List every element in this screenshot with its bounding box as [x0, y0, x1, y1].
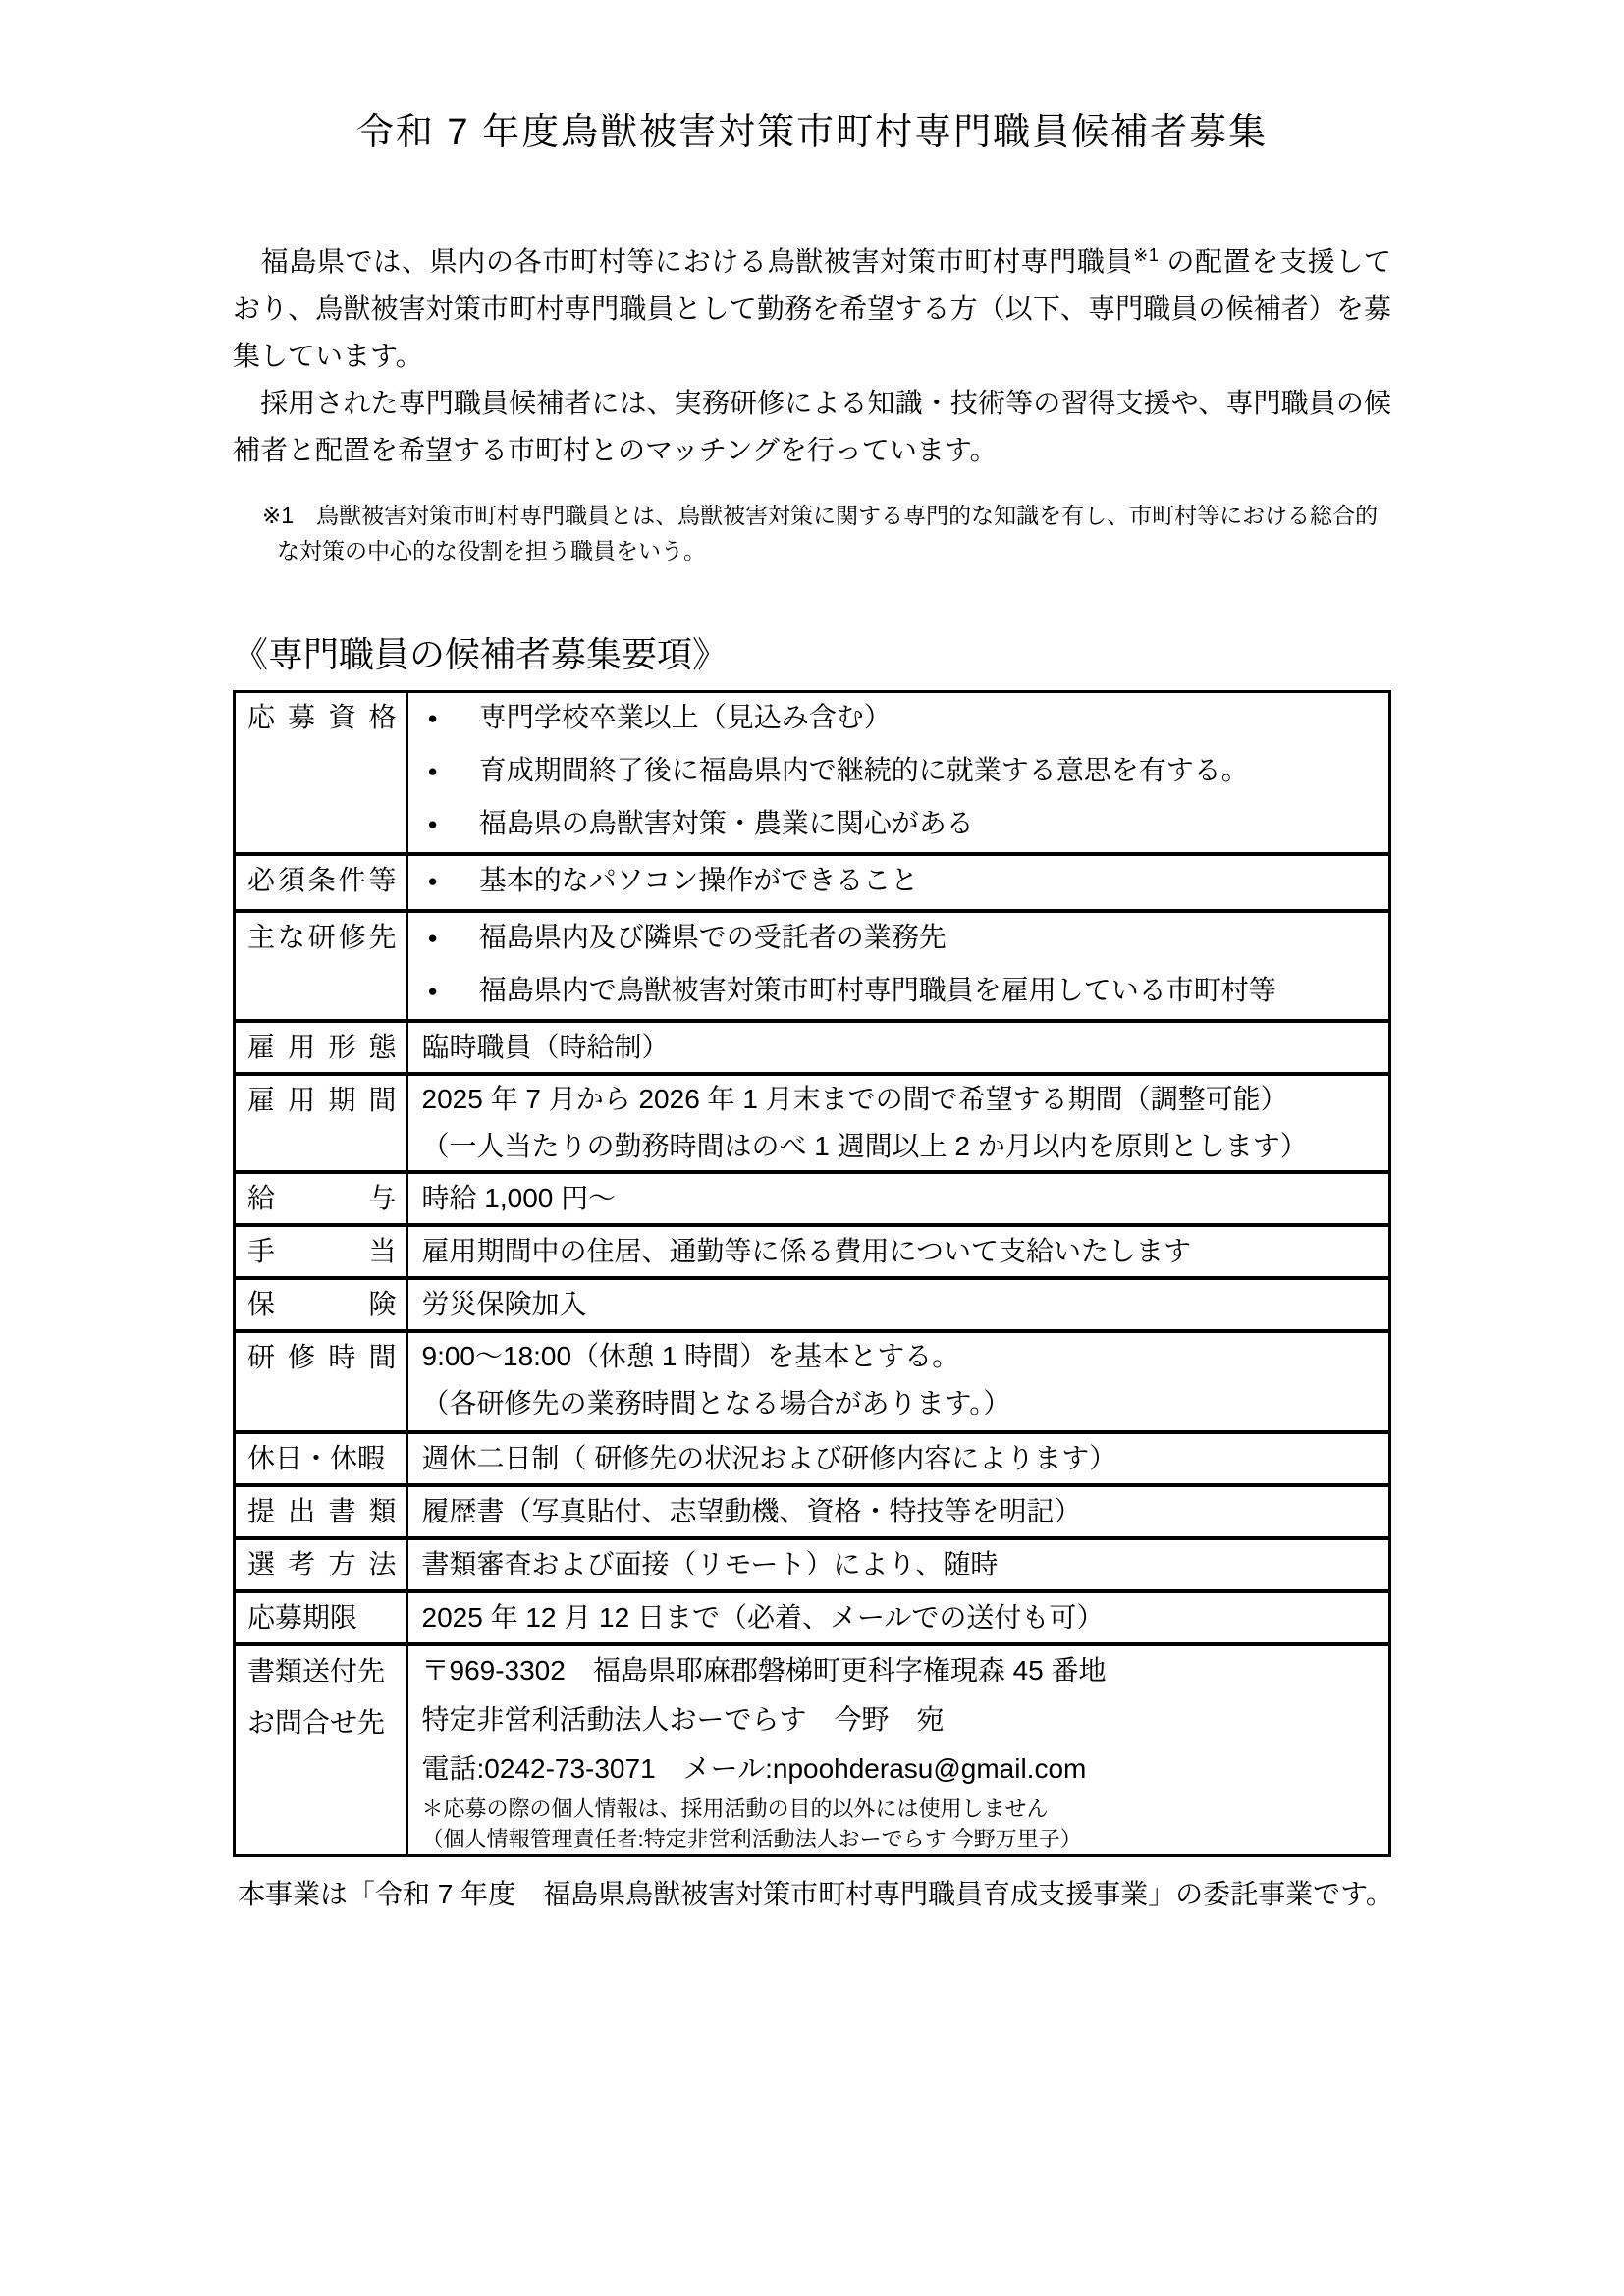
row-value: [407, 854, 1390, 911]
value-line: 2025 年 7 月から 2026 年 1 月末までの間で希望する期間（調整可能）: [421, 1084, 1288, 1114]
bullet-text: 福島県の鳥獣害対策・農業に関心がある: [478, 808, 974, 838]
bullet-icon: ●: [427, 762, 438, 780]
row-value: [407, 1644, 1390, 1856]
table-row-selection-method: [235, 1538, 1390, 1591]
bullet-item: [422, 966, 1376, 1019]
row-value: [407, 911, 1390, 1021]
bullet-icon: ●: [427, 815, 438, 833]
privacy-note: ＊応募の際の個人情報は、採用活動の目的以外には使用しません: [421, 1796, 1049, 1821]
row-value: 労災保険加入: [407, 1278, 1390, 1331]
row-label: 手当: [235, 1225, 407, 1278]
bullet-item: [422, 693, 1376, 746]
row-label: [235, 1644, 407, 1856]
table-row-qualifications: [235, 692, 1390, 855]
row-value: 時給 1,000 円～: [407, 1172, 1390, 1225]
intro-p1-text-before: 福島県では、県内の各市町村等における鳥獣被害対策市町村専門職員: [233, 246, 1134, 277]
row-value: 週休二日制（ 研修先の状況および研修内容によります）: [407, 1432, 1390, 1485]
bullet-item: [422, 746, 1376, 799]
table-row-insurance: [235, 1278, 1390, 1331]
bullet-icon: ●: [427, 709, 438, 727]
bullet-item: [422, 799, 1376, 852]
bullet-icon: ●: [427, 982, 438, 1000]
requirements-table: [233, 690, 1391, 1857]
contact-address: 〒969-3302 福島県耶麻郡磐梯町更科字権現森 45 番地: [421, 1655, 1107, 1685]
table-row-contact: [235, 1644, 1390, 1856]
table-row-training-locations: [235, 911, 1390, 1021]
bullet-text: 育成期間終了後に福島県内で継続的に就業する意思を有する。: [478, 755, 1249, 785]
document-title: 令和 7 年度鳥獣被害対策市町村専門職員候補者募集: [355, 112, 1269, 153]
row-label: 提出書類: [235, 1485, 407, 1538]
row-value: 履歴書（写真貼付、志望動機、資格・特技等を明記）: [407, 1485, 1390, 1538]
value-line: 9:00～18:00（休憩 1 時間）を基本とする。: [421, 1341, 960, 1371]
row-label: 応募資格: [235, 692, 407, 855]
row-label: 保険: [235, 1278, 407, 1331]
row-label-line: お問合せ先: [247, 1707, 386, 1737]
value-line: （各研修先の業務時間となる場合があります。）: [421, 1388, 1011, 1418]
table-row-application-deadline: [235, 1591, 1390, 1644]
row-label: 応募期限: [235, 1591, 407, 1644]
row-label: 休日・休暇: [235, 1432, 407, 1485]
table-row-documents: [235, 1485, 1390, 1538]
table-row-holidays: [235, 1432, 1390, 1485]
bullet-text: 福島県内で鳥獣被害対策市町村専門職員を雇用している市町村等: [478, 975, 1276, 1005]
table-row-salary: [235, 1172, 1390, 1225]
row-label: 選考方法: [235, 1538, 407, 1591]
value-line: （一人当たりの勤務時間はのべ 1 週間以上 2 か月以内を原則とします）: [421, 1131, 1308, 1161]
intro-paragraph-2: 採用された専門職員候補者には、実務研修による知識・技術等の習得支援や、専門職員の候補者と配置を希望する市町村とのマッチングを行っています。: [233, 388, 1391, 465]
row-label: 給与: [235, 1172, 407, 1225]
row-value: [407, 1331, 1390, 1432]
bullet-text: 基本的なパソコン操作ができること: [478, 865, 919, 895]
row-label: 研修時間: [235, 1331, 407, 1432]
bullet-icon: ●: [427, 929, 438, 947]
bullet-item: [422, 856, 1376, 909]
table-row-training-hours: [235, 1331, 1390, 1432]
footnote-text: ※1 鳥獣被害対策市町村専門職員とは、鳥獣被害対策に関する専門的な知識を有し、市町村等における総合的な対策の中心的な役割を担う職員をいう。: [262, 503, 1379, 563]
intro-p1-text-after: の配置を支援しており、鳥獣被害対策市町村専門職員として勤務を希望する方（以下、専門職員の候補者）を募集しています。: [233, 246, 1392, 371]
bullet-icon: ●: [427, 872, 438, 890]
contact-phone-email: 電話:0242-73-3071 メール:npoohderasu@gmail.com: [421, 1753, 1087, 1784]
bullet-text: 福島県内及び隣県での受託者の業務先: [478, 922, 947, 952]
intro-section: [233, 232, 1391, 474]
bullet-item: [422, 913, 1376, 966]
table-row-employment-period: [235, 1074, 1390, 1172]
row-value: 臨時職員（時給制）: [407, 1021, 1390, 1074]
row-label: 雇用形態: [235, 1021, 407, 1074]
footnote-reference-superscript: ※1: [1133, 245, 1159, 265]
row-label-line: 書類送付先: [247, 1656, 386, 1686]
contact-organization: 特定非営利活動法人おーでらす 今野 宛: [421, 1704, 945, 1735]
table-row-employment-type: [235, 1021, 1390, 1074]
row-value: [407, 1074, 1390, 1172]
row-label: 必須条件等: [235, 854, 407, 911]
intro-paragraph-1: [233, 232, 1391, 380]
row-label: 雇用期間: [235, 1074, 407, 1172]
privacy-manager-note: （個人情報管理責任者:特定非営利活動法人おーでらす 今野万里子）: [421, 1827, 1082, 1851]
row-label: 主な研修先: [235, 911, 407, 1021]
row-value: 雇用期間中の住居、通勤等に係る費用について支給いたします: [407, 1225, 1390, 1278]
table-row-allowance: [235, 1225, 1390, 1278]
row-value: 2025 年 12 月 12 日まで（必着、メールでの送付も可）: [407, 1591, 1390, 1644]
table-row-required-conditions: [235, 854, 1390, 911]
row-value: 書類審査および面接（リモート）により、随時: [407, 1538, 1390, 1591]
bullet-text: 専門学校卒業以上（見込み含む）: [478, 702, 892, 732]
row-value: [407, 692, 1390, 855]
commission-note: 本事業は「令和 7 年度 福島県鳥獣被害対策市町村専門職員育成支援事業」の委託事業です。: [238, 1879, 1393, 1909]
section-heading: 《専門職員の候補者募集要項》: [233, 634, 729, 674]
